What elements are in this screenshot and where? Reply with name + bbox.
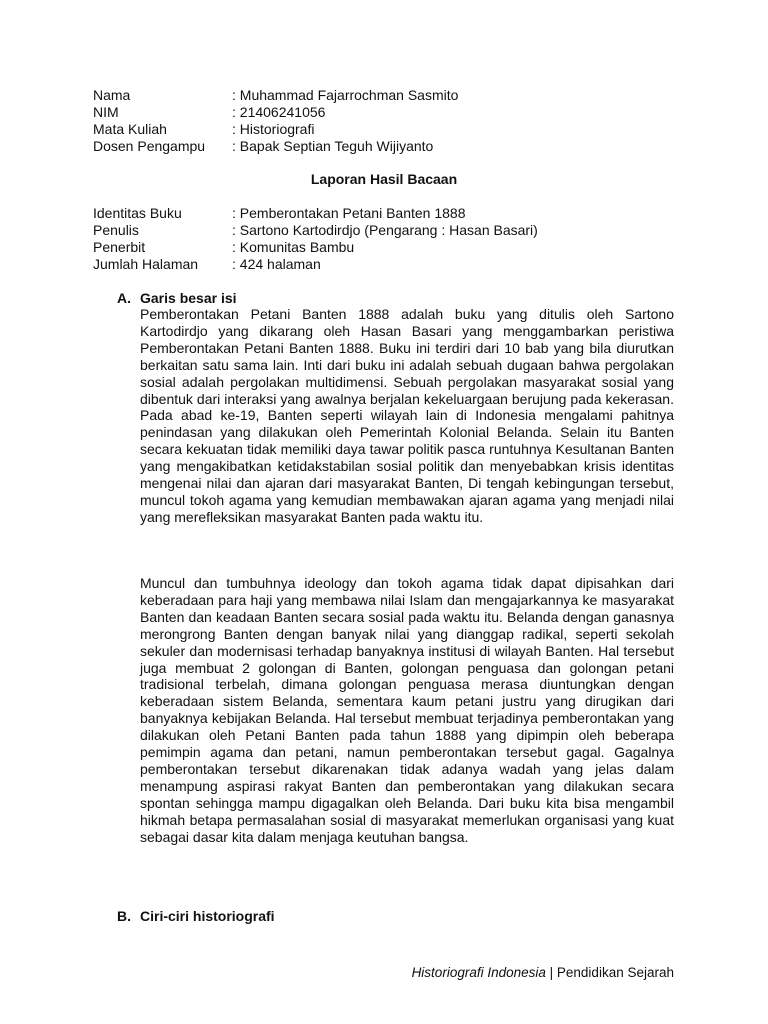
book-label: Jumlah Halaman — [93, 256, 199, 272]
section-a-paragraph-1: Pemberontakan Petani Banten 1888 adalah buku yang ditulis oleh Sartono Kartodirdjo yang dikarang oleh Hasan Basari yang menggambarkan peristiwa Pemberontakan Petani Banten 1888. Buku ini terdiri dari 10 bab yang bila diurutkan berkaitan satu sama lain. Inti dari buku ini adalah sebuah dugaan bahwa pergolakan sosial adalah pergolakan multidimensi. Sebuah pergolakan masyarakat sosial yang dibentuk dari interaksi yang awalnya berjalan kekeluargaan berujung pada kekerasan. Pada abad ke-19, Banten seperti wilayah lain di Indonesia mengalami pahitnya penindasan yang dilakukan oleh Pemerintah Kolonial Belanda. Selain itu Banten secara kekuatan tidak memiliki daya tawar politik pasca runtuhnya Kesultanan Banten yang mengakibatkan ketidakstabilan sosial politik dan menyebabkan krisis identitas mengenai nilai dan ajaran dari masyarakat Banten, Di tengah kebingungan tersebut, muncul tokoh agama yang kemudian membawakan ajaran agama yang menjadi nilai yang merefleksikan masyarakat Banten pada waktu itu. — [140, 306, 674, 525]
book-info — [93, 205, 538, 273]
section-b-title: Ciri-ciri historiografi — [140, 908, 275, 924]
student-info — [93, 87, 458, 155]
book-row-penulis — [93, 222, 538, 239]
footer-program: Pendidikan Sejarah — [556, 965, 674, 980]
section-b-heading — [117, 908, 275, 925]
book-value: : 424 halaman — [232, 256, 321, 272]
info-value: : 21406241056 — [232, 104, 326, 120]
info-row-dosen — [93, 138, 458, 155]
book-row-identitas — [93, 205, 538, 222]
footer-course: Historiografi Indonesia — [411, 965, 546, 980]
info-label: Dosen Pengampu — [93, 138, 206, 154]
info-label: Nama — [93, 87, 131, 103]
section-b-letter: B. — [117, 908, 131, 924]
book-label: Penerbit — [93, 239, 146, 255]
book-value: : Sartono Kartodirdjo (Pengarang : Hasan Basari) — [232, 222, 538, 238]
book-label: Penulis — [93, 222, 139, 238]
book-row-halaman — [93, 256, 538, 273]
book-label: Identitas Buku — [93, 205, 182, 221]
section-a-heading — [117, 290, 237, 307]
book-row-penerbit — [93, 239, 538, 256]
info-row-nama — [93, 87, 458, 104]
info-value: : Historiografi — [232, 121, 315, 137]
footer-separator: | — [545, 965, 557, 980]
page-footer — [412, 964, 674, 981]
section-a-title: Garis besar isi — [140, 290, 237, 306]
section-a-paragraph-2: Muncul dan tumbuhnya ideology dan tokoh agama tidak dapat dipisahkan dari keberadaan para haji yang membawa nilai Islam dan mengajarkannya ke masyarakat Banten dan keadaan Banten secara sosial pada waktu itu. Belanda dengan ganasnya merongrong Banten dengan banyak nilai yang dianggap radikal, seperti sekolah sekuler dan modernisasi terhadap banyaknya institusi di wilayah Banten. Hal tersebut juga membuat 2 golongan di Banten, golongan penguasa dan golongan petani tradisional terbelah, dimana golongan penguasa merasa diuntungkan dengan keberadaan sistem Belanda, sementara kaum petani justru yang dirugikan dari banyaknya kebijakan Belanda. Hal tersebut membuat terjadinya pemberontakan yang dilakukan oleh Petani Banten pada tahun 1888 yang dipimpin oleh beberapa pemimpin agama dan petani, namun pemberontakan tersebut gagal. Gagalnya pemberontakan tersebut dikarenakan tidak adanya wadah yang jelas dalam menampung aspirasi rakyat Banten dan pemberontakan yang dilakukan secara spontan sehingga mampu digagalkan oleh Belanda. Dari buku kita bisa mengambil hikmah betapa permasalahan sosial di masyarakat memerlukan organisasi yang kuat sebagai dasar kita dalam menjaga keutuhan bangsa. — [140, 575, 674, 845]
book-value: : Komunitas Bambu — [232, 239, 355, 255]
book-value: : Pemberontakan Petani Banten 1888 — [232, 205, 466, 221]
info-label: NIM — [93, 104, 119, 120]
info-value: : Bapak Septian Teguh Wijiyanto — [232, 138, 434, 154]
info-label: Mata Kuliah — [93, 121, 167, 137]
section-a-letter: A. — [117, 290, 131, 306]
info-row-mata-kuliah — [93, 121, 458, 138]
info-row-nim — [93, 104, 458, 121]
info-value: : Muhammad Fajarrochman Sasmito — [232, 87, 459, 103]
document-title: Laporan Hasil Bacaan — [310, 171, 458, 187]
